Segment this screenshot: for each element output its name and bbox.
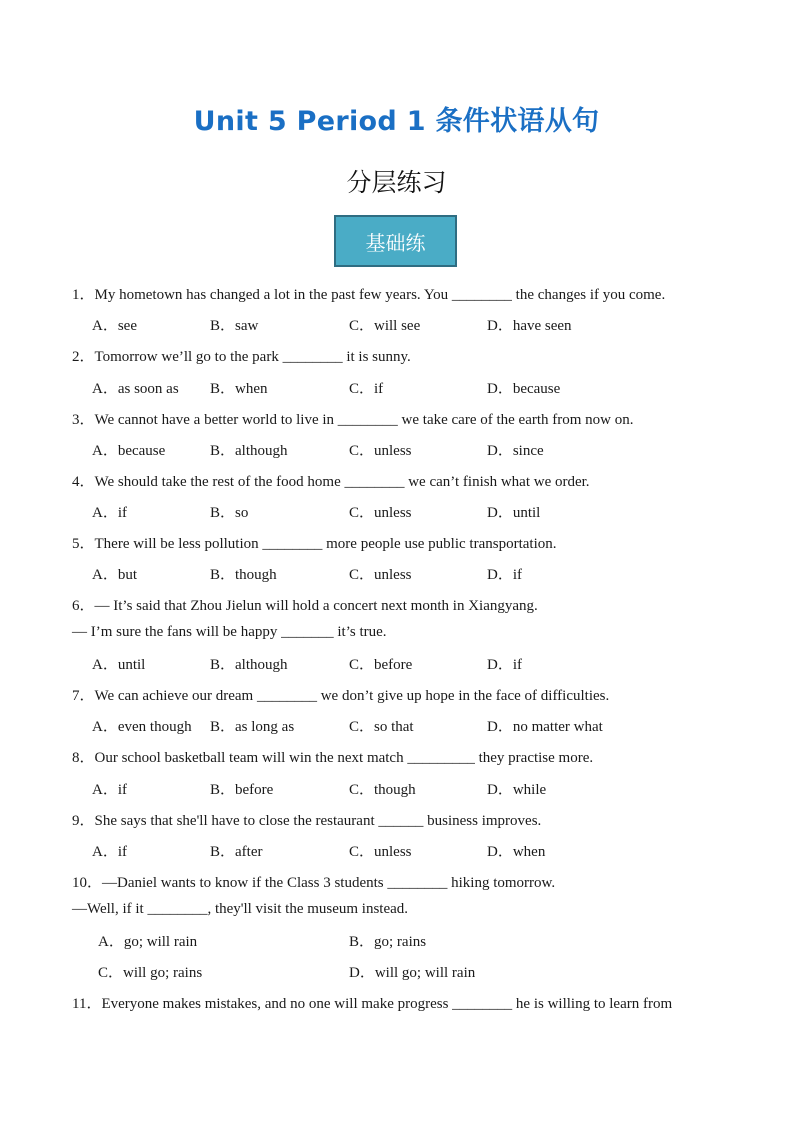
question-2-option-c: C．if — [349, 381, 384, 397]
question-2-stem: 2．Tomorrow we’ll go to the park ________ it is sunny. — [72, 349, 411, 365]
question-2-option-d: D．because — [487, 381, 561, 397]
question-10-option-a: A．go; will rain — [98, 934, 198, 950]
question-1-stem: 1．My hometown has changed a lot in the past few years. You ________ the changes if you come. — [72, 287, 666, 303]
question-10-stem: 10．—Daniel wants to know if the Class 3 students ________ hiking tomorrow. — [72, 875, 556, 891]
question-10-option-d: D．will go; will rain — [349, 965, 476, 981]
question-8-option-d: D．while — [487, 782, 547, 798]
question-1-option-c: C．will see — [349, 318, 421, 334]
question-3-option-a: A．because — [92, 443, 166, 459]
question-9-option-d: D．when — [487, 844, 546, 860]
question-4-option-c: C．unless — [349, 505, 412, 521]
question-6-option-d: D．if — [487, 657, 522, 673]
question-3-option-b: B．although — [210, 443, 288, 459]
question-8-stem: 8．Our school basketball team will win the next match _________ they practise more. — [72, 750, 594, 766]
question-5-option-c: C．unless — [349, 567, 412, 583]
question-10-option-c: C．will go; rains — [98, 965, 203, 981]
question-7-stem: 7．We can achieve our dream ________ we don’t give up hope in the face of difficulties. — [72, 688, 610, 704]
question-4-option-b: B．so — [210, 505, 249, 521]
question-9-stem: 9．She says that she'll have to close the restaurant ______ business improves. — [72, 813, 542, 829]
question-4-option-d: D．until — [487, 505, 541, 521]
question-6-stem: 6．— It’s said that Zhou Jielun will hold a concert next month in Xiangyang. — [72, 598, 538, 614]
question-5-option-b: B．though — [210, 567, 277, 583]
question-9-option-b: B．after — [210, 844, 263, 860]
question-1-option-b: B．saw — [210, 318, 259, 334]
question-10-option-b: B．go; rains — [349, 934, 427, 950]
question-9-option-c: C．unless — [349, 844, 412, 860]
question-11-stem: 11．Everyone makes mistakes, and no one will make progress ________ he is willing to learn from — [72, 996, 673, 1012]
question-2-option-a: A．as soon as — [92, 381, 179, 397]
question-5-option-a: A．but — [92, 567, 138, 583]
question-6-stem-reply: — I’m sure the fans will be happy _______ it’s true. — [72, 624, 387, 640]
question-4-option-a: A．if — [92, 505, 127, 521]
question-7-option-a: A．even though — [92, 719, 192, 735]
question-9-option-a: A．if — [92, 844, 127, 860]
question-8-option-b: B．before — [210, 782, 274, 798]
question-8-option-a: A．if — [92, 782, 127, 798]
question-3-option-c: C．unless — [349, 443, 412, 459]
question-7-option-c: C．so that — [349, 719, 414, 735]
question-7-option-d: D．no matter what — [487, 719, 603, 735]
question-7-option-b: B．as long as — [210, 719, 295, 735]
question-3-option-d: D．since — [487, 443, 544, 459]
question-2-option-b: B．when — [210, 381, 268, 397]
question-6-option-c: C．before — [349, 657, 413, 673]
question-8-option-c: C．though — [349, 782, 416, 798]
question-6-option-a: A．until — [92, 657, 146, 673]
question-6-option-b: B．although — [210, 657, 288, 673]
question-10-stem-reply: —Well, if it ________, they'll visit the museum instead. — [72, 901, 409, 917]
question-1-option-a: A．see — [92, 318, 137, 334]
question-5-option-d: D．if — [487, 567, 522, 583]
level-badge: 基础练 — [334, 215, 457, 267]
question-4-stem: 4．We should take the rest of the food home ________ we can’t finish what we order. — [72, 474, 590, 490]
page-subtitle: 分层练习 — [346, 168, 447, 197]
question-1-option-d: D．have seen — [487, 318, 572, 334]
page-title: Unit 5 Period 1 条件状语从句 — [193, 106, 600, 137]
question-3-stem: 3．We cannot have a better world to live in ________ we take care of the earth from now on. — [72, 412, 634, 428]
question-5-stem: 5．There will be less pollution ________ more people use public transportation. — [72, 536, 557, 552]
